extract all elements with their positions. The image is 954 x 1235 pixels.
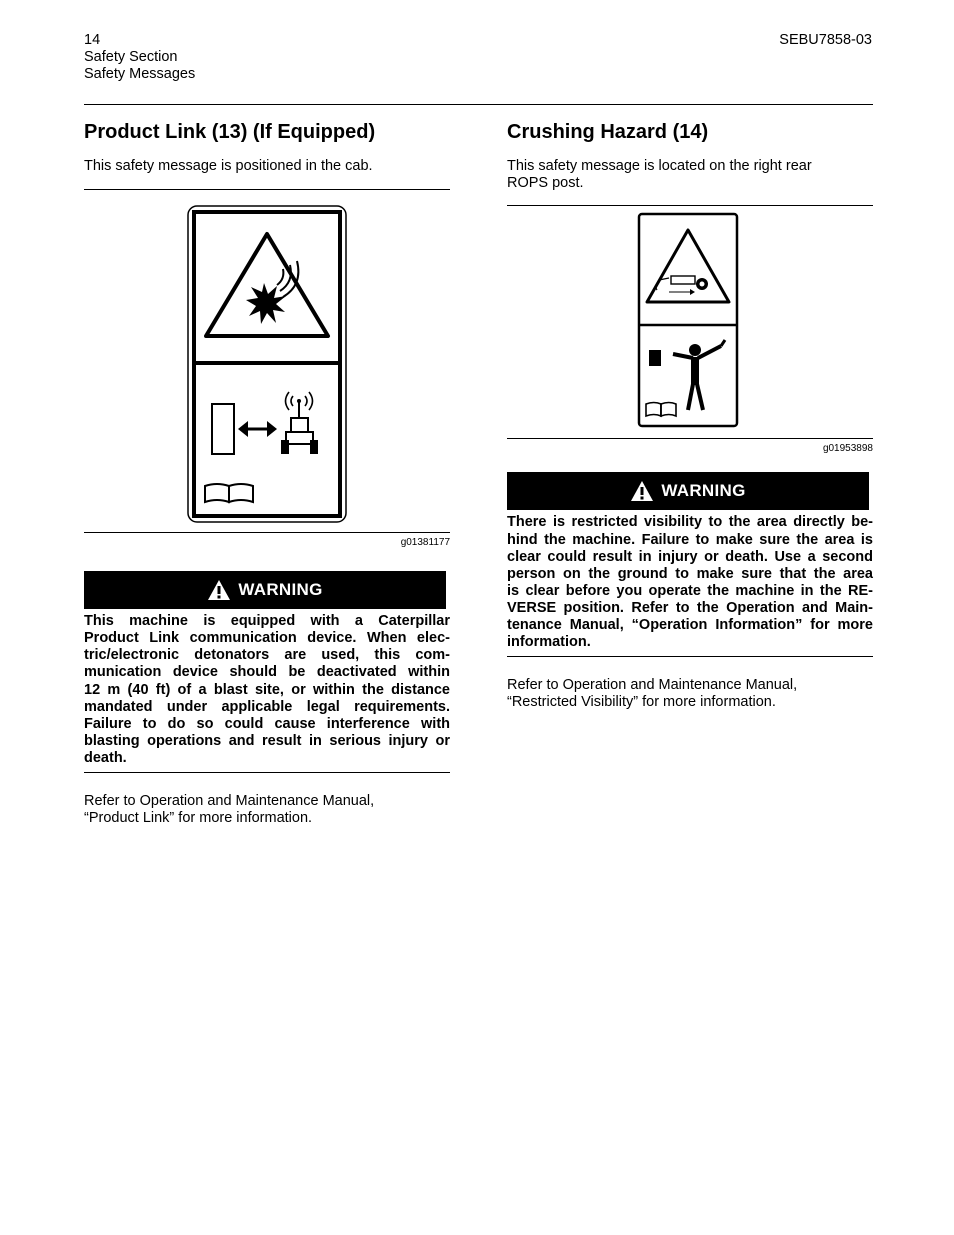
warning-triangle-icon	[207, 579, 231, 601]
warning-line: Product Link communication device. When elec-	[84, 630, 450, 647]
reference-line: Refer to Operation and Maintenance Manual,	[507, 677, 798, 694]
warning-line: death.	[84, 749, 127, 766]
section-name: Safety Section	[84, 49, 178, 65]
document-id: SEBU7858-03	[779, 32, 872, 48]
crushing-hazard-section	[507, 118, 873, 712]
product-link-section	[84, 118, 450, 827]
intro-text	[507, 158, 873, 192]
warning-message	[507, 514, 873, 651]
crushing-hazard-safety-label-figure	[507, 206, 873, 436]
page-number: 14	[84, 32, 101, 48]
warning-line: There is restricted visibility to the area directly be-	[507, 514, 873, 531]
reference-text	[507, 677, 873, 711]
warning-message	[84, 613, 450, 767]
warning-triangle-icon	[630, 480, 654, 502]
product-link-safety-label-figure	[84, 190, 450, 530]
reference-text	[84, 793, 450, 827]
warning-line: This machine is equipped with a Caterpillar	[84, 613, 450, 630]
page-header-left	[84, 32, 195, 83]
divider	[507, 656, 873, 657]
warning-line: blasting operations and result in serious injury or	[84, 732, 450, 749]
section-title: Product Link (13) (If Equipped)	[84, 121, 376, 143]
warning-label: WARNING	[238, 580, 323, 600]
subsection-name: Safety Messages	[84, 66, 196, 82]
warning-line: mandated under applicable legal requirements.	[84, 698, 450, 715]
intro-line: This safety message is located on the right rear	[507, 158, 812, 174]
reference-line: “Product Link” for more information.	[84, 810, 313, 827]
warning-line: 12 m (40 ft) of a blast site, or within the distance	[84, 681, 450, 698]
warning-line: Failure to do so could cause interference with	[84, 715, 450, 732]
intro-line: ROPS post.	[507, 175, 584, 192]
warning-line: information.	[507, 634, 591, 651]
reference-line: “Restricted Visibility” for more information.	[507, 694, 776, 711]
warning-line: munication device should be deactivated within	[84, 664, 450, 681]
warning-line: VERSE position. Refer to the Operation and Main-	[507, 599, 873, 616]
warning-line: is clear before you operate the machine in the RE-	[507, 582, 873, 599]
warning-line: clear could result in injury or death. Use a second	[507, 548, 873, 565]
warning-banner	[507, 472, 869, 510]
divider	[507, 438, 873, 439]
intro-text: This safety message is positioned in the cab.	[84, 158, 373, 174]
divider	[84, 532, 450, 533]
section-title: Crushing Hazard (14)	[507, 121, 709, 143]
product-link-decal-icon	[84, 190, 450, 530]
warning-line: tric/electronic detonators are used, this com-	[84, 647, 450, 664]
warning-line: hind the machine. Failure to make sure the area is	[507, 531, 873, 548]
divider	[84, 772, 450, 773]
warning-label: WARNING	[661, 481, 746, 501]
reference-line: Refer to Operation and Maintenance Manual,	[84, 793, 375, 810]
warning-line: tenance Manual, “Operation Information” for more	[507, 616, 873, 633]
figure-id: g01953898	[822, 443, 873, 455]
warning-banner	[84, 571, 446, 609]
warning-line: person on the ground to make sure that the area	[507, 565, 873, 582]
crushing-hazard-decal-icon	[507, 206, 873, 436]
figure-id: g01381177	[400, 537, 450, 549]
header-divider	[84, 104, 873, 105]
